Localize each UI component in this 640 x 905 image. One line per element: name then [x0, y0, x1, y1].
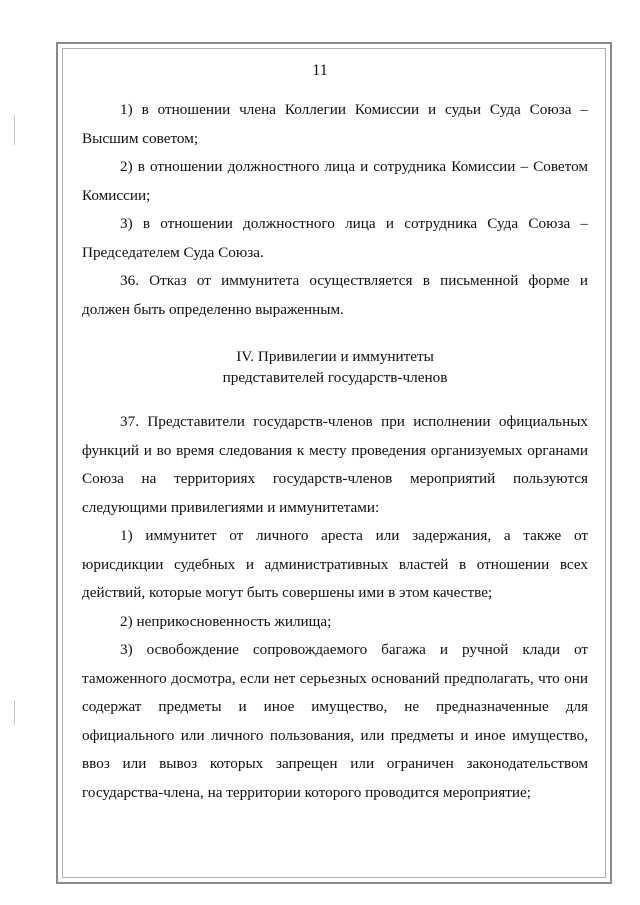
scan-mark	[14, 700, 15, 725]
page-number: 11	[312, 62, 328, 79]
list-item: 2) неприкосновенность жилища;	[120, 612, 332, 630]
section-heading-line1: IV. Привилегии и иммунитеты	[236, 348, 434, 365]
list-item: 2) в отношении должностного лица и сотрудника Комиссии – Советом Комиссии;	[82, 158, 588, 204]
section-heading-line2: представителей государств-членов	[222, 369, 448, 386]
list-item: 3) в отношении должностного лица и сотрудника Суда Союза – Председателем Суда Союза.	[82, 215, 588, 261]
document-body	[82, 96, 588, 807]
list-item: 1) иммунитет от личного ареста или задержания, а также от юрисдикции судебных и административных властей в отношении всех действий, которые могут быть совершены ими в этом качестве;	[82, 527, 588, 601]
list-item: 1) в отношении члена Коллегии Комиссии и судьи Суда Союза – Высшим советом;	[82, 101, 588, 147]
clause-36: 36. Отказ от иммунитета осуществляется в письменной форме и должен быть определенно выраженным.	[82, 272, 588, 318]
clause-37: 37. Представители государств-членов при исполнении официальных функций и во время следования к месту проведения организуемых органами Союза на территориях государств-членов мероприятий пользуются следующими привилегиями и иммунитетами:	[82, 413, 588, 516]
scan-mark	[14, 115, 15, 145]
list-item: 3) освобождение сопровождаемого багажа и ручной клади от таможенного досмотра, если нет серьезных оснований предполагать, что они содержат предметы и иное имущество, не предназначенные для официального или личного пользования, или предметы и иное имущество, ввоз или вывоз которых запрещен или ограничен законодательством государства-члена, на территории которого проводится мероприятие;	[82, 641, 588, 801]
